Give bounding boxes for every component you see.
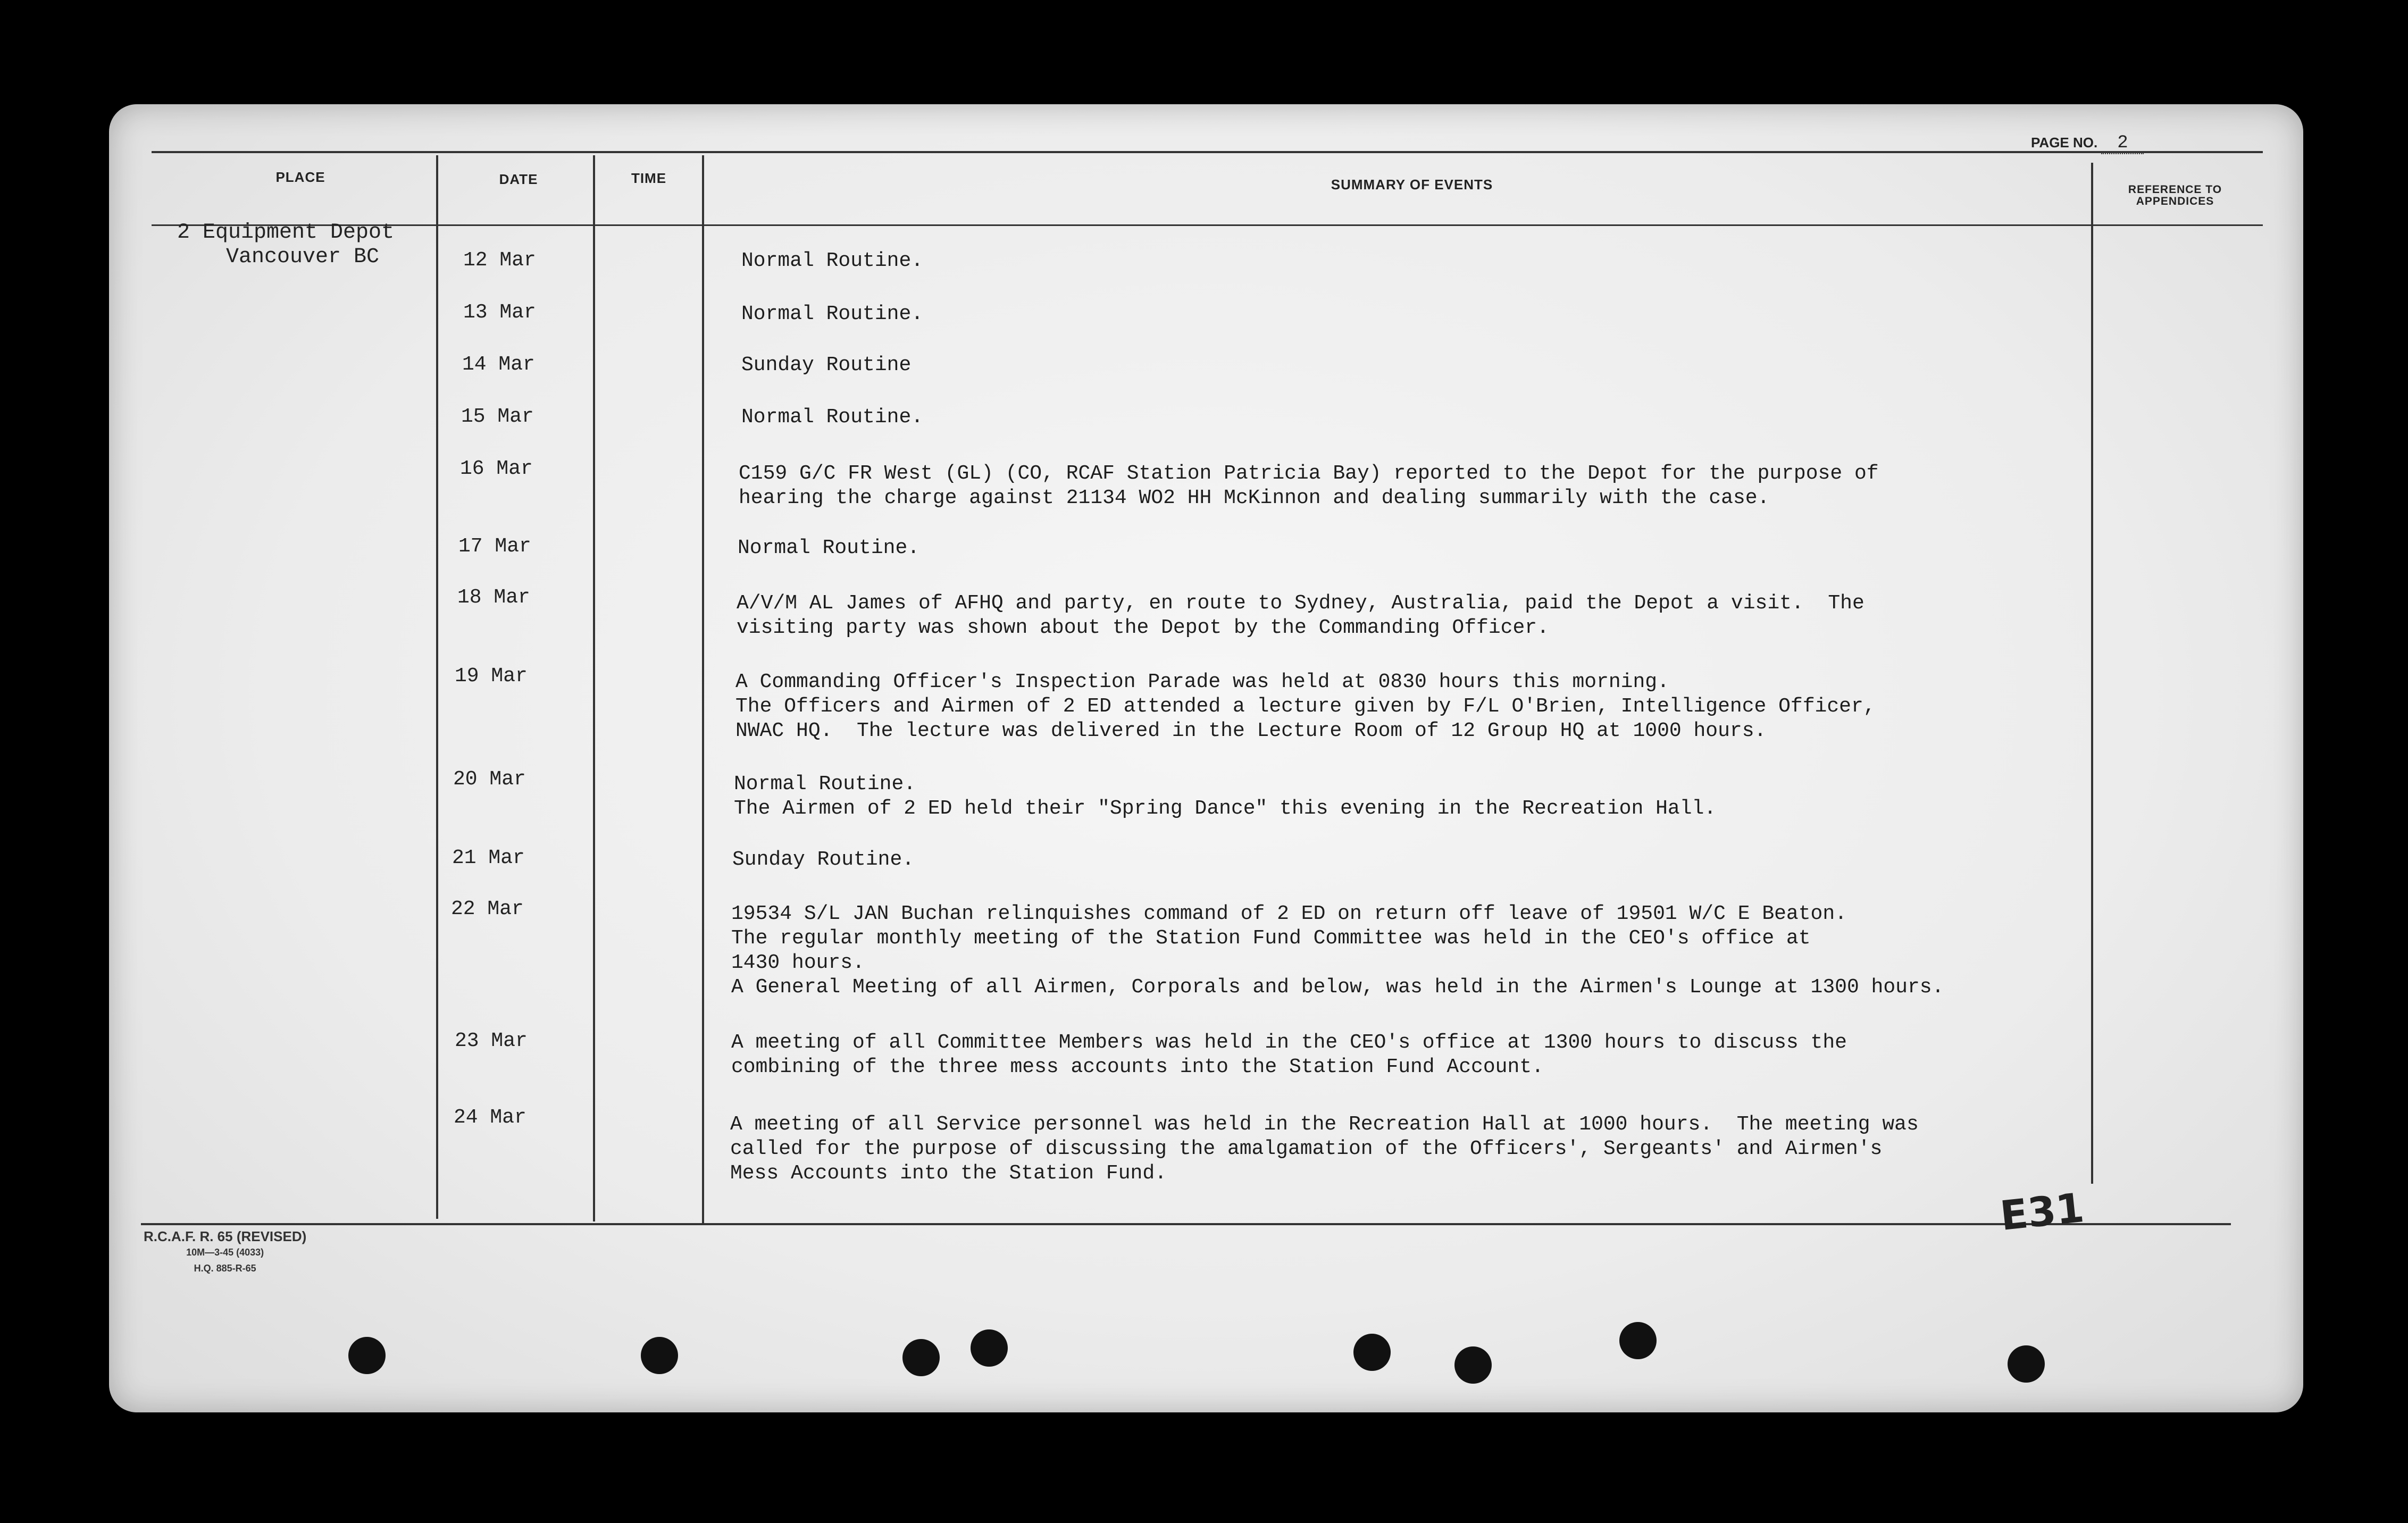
- header-time: TIME: [631, 170, 667, 186]
- diary-page: [109, 104, 2303, 1412]
- punch-hole: [971, 1329, 1008, 1367]
- entry-text: A meeting of all Service personnel was held in the Recreation Hall at 1000 hours. The meeting was called for the purpose of discussing the amalgamation of the Officers', Sergeants' and Airmen's Mess Accounts into the Station Fund.: [730, 1113, 1919, 1185]
- entry-text: A/V/M AL James of AFHQ and party, en route to Sydney, Australia, paid the Depot a visit. The visiting party was shown about the Depot by the Commanding Officer.: [737, 592, 1864, 639]
- header-rule: [152, 224, 2263, 226]
- entry-date: 18 Mar: [457, 586, 530, 609]
- entry-date: 17 Mar: [458, 535, 531, 558]
- entry-text: Normal Routine.: [741, 406, 924, 429]
- entry-date: 23 Mar: [455, 1030, 528, 1052]
- entry-text: Normal Routine.: [741, 303, 924, 325]
- punch-hole: [902, 1339, 940, 1376]
- bottom-rule: [141, 1223, 2231, 1225]
- punch-hole: [641, 1337, 678, 1374]
- entry-text: Sunday Routine: [741, 354, 912, 376]
- divider-summary-reference: [2091, 163, 2093, 1184]
- form-print-run: 10M—3-45 (4033): [186, 1247, 264, 1258]
- entry-date: 22 Mar: [451, 898, 524, 921]
- form-number: R.C.A.F. R. 65 (REVISED): [144, 1228, 307, 1244]
- entry-date: 14 Mar: [462, 353, 535, 376]
- entry-text: A Commanding Officer's Inspection Parade was held at 0830 hours this morning. The Officers and Airmen of 2 ED attended a lecture given by F/L O'Brien, Intelligence Officer, NWAC HQ. The lecture was delivered in the Lecture Room of 12 Group HQ at 1000 hours.: [735, 671, 1876, 742]
- punch-hole: [2008, 1345, 2045, 1383]
- divider-date-time: [593, 155, 595, 1221]
- punch-hole: [1454, 1346, 1492, 1384]
- header-place: PLACE: [275, 169, 325, 185]
- entry-date: 12 Mar: [463, 249, 536, 272]
- entry-date: 19 Mar: [455, 665, 528, 688]
- entry-date: 15 Mar: [461, 405, 534, 428]
- entry-text: Normal Routine.: [738, 537, 920, 559]
- page-number-value: 2: [2101, 133, 2144, 154]
- handwritten-annotation: E31: [1997, 1184, 2086, 1240]
- entry-date: 20 Mar: [453, 768, 526, 791]
- punch-hole: [1353, 1334, 1391, 1371]
- divider-place-date: [436, 155, 438, 1219]
- entry-text: A meeting of all Committee Members was held in the CEO's office at 1300 hours to discuss the combining of the three mess accounts into the Station Fund Account.: [731, 1031, 1847, 1078]
- entry-text: Normal Routine. The Airmen of 2 ED held their "Spring Dance" this evening in the Recreation Hall.: [734, 773, 1717, 820]
- punch-hole: [1619, 1322, 1657, 1359]
- header-date: DATE: [499, 171, 538, 187]
- divider-time-summary: [702, 155, 704, 1223]
- header-reference: REFERENCE TO APPENDICES: [2128, 183, 2222, 207]
- entry-date: 21 Mar: [452, 847, 525, 869]
- top-rule: [152, 151, 2263, 153]
- page-number-label: PAGE NO.: [2031, 135, 2098, 150]
- header-summary: SUMMARY OF EVENTS: [1331, 177, 1493, 193]
- form-identifier: [144, 1228, 306, 1276]
- entry-text: C159 G/C FR West (GL) (CO, RCAF Station Patricia Bay) reported to the Depot for the purpose of hearing the charge against 21134 WO2 HH McKinnon and dealing summarily with the case.: [739, 462, 1879, 509]
- entry-text: 19534 S/L JAN Buchan relinquishes command of 2 ED on return off leave of 19501 W/C E Beaton. The regular monthly meeting of the Station Fund Committee was held in the CEO's office at 1430 hours. A General Meeting of all Airmen, Corporals and below, was held in the Airmen's Lounge at 1300 hours.: [731, 902, 1944, 999]
- form-hq-ref: H.Q. 885-R-65: [194, 1263, 256, 1274]
- entry-text: Normal Routine.: [741, 249, 924, 272]
- entry-date: 24 Mar: [454, 1106, 526, 1129]
- place-line-1: 2 Equipment Depot: [177, 221, 395, 245]
- place-line-2: Vancouver BC: [226, 245, 380, 269]
- entry-text: Sunday Routine.: [732, 848, 915, 871]
- punch-hole: [348, 1337, 386, 1374]
- entry-date: 16 Mar: [460, 457, 533, 480]
- entry-date: 13 Mar: [463, 301, 536, 324]
